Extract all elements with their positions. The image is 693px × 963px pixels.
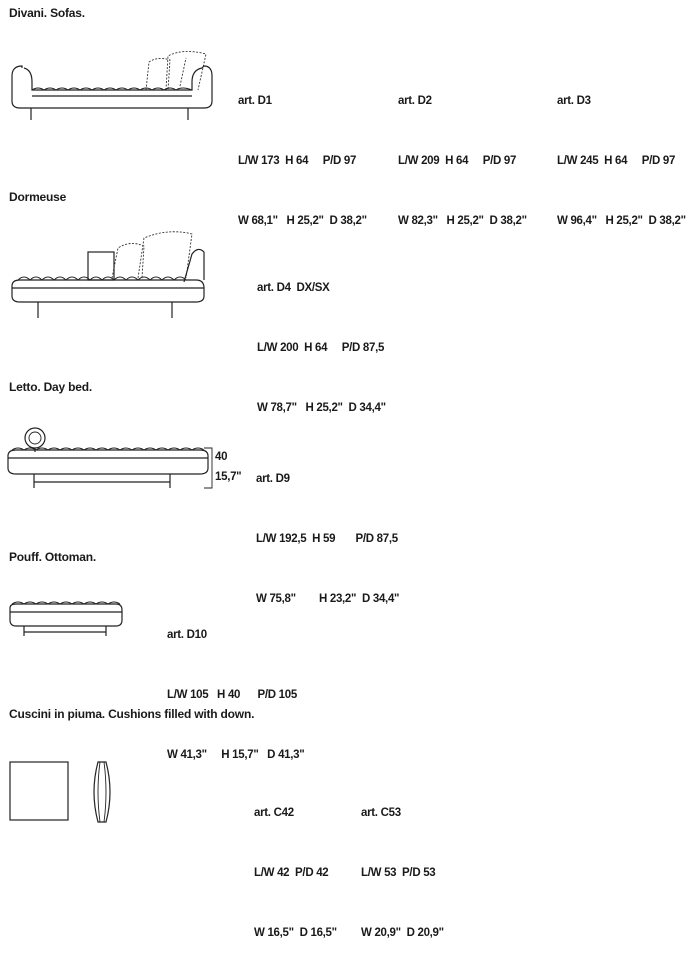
- spec-block-d1: [238, 51, 367, 251]
- spec-metric: L/W 209 H 64 P/D 97: [398, 155, 517, 167]
- section-title-ottoman: Pouff. Ottoman.: [9, 550, 96, 564]
- spec-metric: L/W 42 P/D 42: [254, 867, 329, 879]
- sofa-drawing: [8, 46, 218, 124]
- daybed-height-cm: 40: [215, 451, 228, 463]
- spec-imperial: W 75,8" H 23,2" D 34,4": [256, 593, 400, 605]
- daybed-drawing: [4, 426, 214, 492]
- spec-art: art. C42: [254, 807, 294, 819]
- spec-metric: L/W 53 P/D 53: [361, 867, 436, 879]
- dormeuse-drawing: [8, 228, 208, 322]
- section-title-daybed: Letto. Day bed.: [9, 380, 93, 394]
- spec-imperial: W 41,3" H 15,7" D 41,3": [167, 749, 305, 761]
- spec-imperial: W 20,9" D 20,9": [361, 927, 444, 939]
- daybed-height-in: 15,7": [215, 471, 242, 483]
- ottoman-drawing: [6, 598, 126, 640]
- spec-art: art. D3: [557, 95, 591, 107]
- spec-block-d2: [398, 51, 527, 251]
- spec-metric: L/W 105 H 40 P/D 105: [167, 689, 297, 701]
- spec-art: art. D2: [398, 95, 432, 107]
- spec-block-d10: [167, 585, 304, 785]
- spec-block-d4: [257, 238, 386, 438]
- spec-imperial: W 96,4" H 25,2" D 38,2": [557, 215, 686, 227]
- section-title-sofas: Divani. Sofas.: [9, 6, 85, 20]
- spec-block-d3: [557, 51, 686, 251]
- spec-art: art. D9: [256, 473, 290, 485]
- section-title-dormeuse: Dormeuse: [9, 190, 67, 204]
- spec-imperial: W 82,3" H 25,2" D 38,2": [398, 215, 527, 227]
- spec-imperial: W 68,1" H 25,2" D 38,2": [238, 215, 367, 227]
- section-title-cushions: Cuscini in piuma. Cushions filled with down.: [9, 707, 255, 721]
- spec-art: art. D10: [167, 629, 207, 641]
- spec-metric: L/W 200 H 64 P/D 87,5: [257, 342, 385, 354]
- spec-art: art. D1: [238, 95, 272, 107]
- spec-metric: L/W 245 H 64 P/D 97: [557, 155, 676, 167]
- spec-imperial: W 16,5" D 16,5": [254, 927, 337, 939]
- spec-art: art. C53: [361, 807, 401, 819]
- spec-metric: L/W 173 H 64 P/D 97: [238, 155, 357, 167]
- spec-art: art. D4 DX/SX: [257, 282, 330, 294]
- cushion-drawing: [8, 760, 118, 824]
- spec-metric: L/W 192,5 H 59 P/D 87,5: [256, 533, 398, 545]
- spec-imperial: W 78,7" H 25,2" D 34,4": [257, 402, 386, 414]
- spec-block-c53: [361, 763, 444, 963]
- spec-block-c42: [254, 763, 337, 963]
